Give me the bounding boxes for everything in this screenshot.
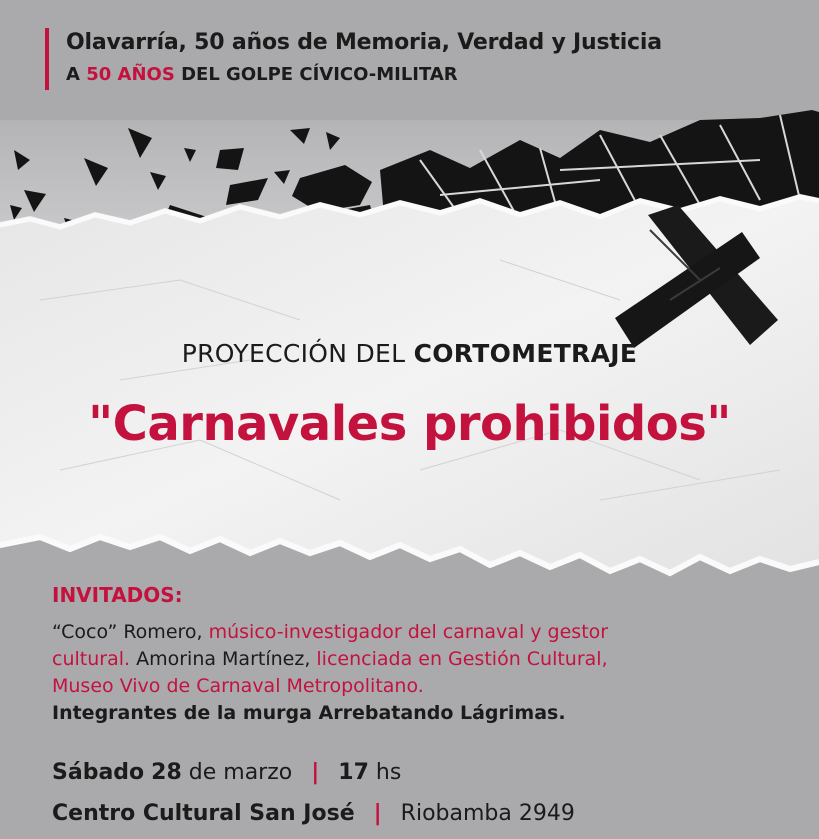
screening-label-normal: PROYECCIÓN DEL [181, 339, 406, 368]
event-address: Riobamba 2949 [400, 801, 575, 826]
guest2-role-a: licenciada en Gestión Cultural, [316, 648, 608, 670]
event-venue: Centro Cultural San José [52, 801, 355, 826]
event-date-number: 28 [151, 760, 182, 785]
event-hour-unit: hs [375, 760, 402, 785]
poster-title-text: Olavarría, 50 años de Memoria, Verdad y Justicia [66, 30, 662, 55]
header-accent-bar [45, 28, 49, 90]
film-title: "Carnavales prohibidos" [88, 396, 731, 452]
event-hour-number: 17 [338, 760, 369, 785]
guest-extra: Integrantes de la murga Arrebatando Lágrimas. [52, 702, 566, 724]
screening-label-bold: CORTOMETRAJE [413, 339, 638, 368]
subtitle-prefix: A [66, 64, 80, 85]
event-venue-line [52, 801, 575, 826]
guest-line-4 [52, 700, 792, 727]
guest-line-1 [52, 619, 792, 646]
guest1-role-a: músico-investigador del carnaval y gestor [208, 621, 609, 643]
venue-separator: | [373, 801, 382, 826]
event-day: Sábado [52, 760, 145, 785]
screening-label [0, 339, 819, 368]
guest-line-3 [52, 673, 792, 700]
event-date-rest: de marzo [188, 760, 293, 785]
event-date-line [52, 760, 401, 785]
guest1-role-b: cultural. [52, 648, 131, 670]
guest1-name: “Coco” Romero, [52, 621, 203, 643]
poster-subtitle [66, 64, 458, 85]
guest-line-2 [52, 646, 792, 673]
guest2-name: Amorina Martínez, [136, 648, 311, 670]
subtitle-suffix: DEL GOLPE CÍVICO-MILITAR [181, 64, 458, 85]
poster-title [66, 30, 662, 55]
guests-section [52, 583, 792, 727]
guest2-role-b: Museo Vivo de Carnaval Metropolitano. [52, 675, 424, 697]
subtitle-highlight: 50 AÑOS [86, 64, 175, 85]
guests-heading: INVITADOS: [52, 583, 183, 607]
date-separator: | [311, 760, 320, 785]
